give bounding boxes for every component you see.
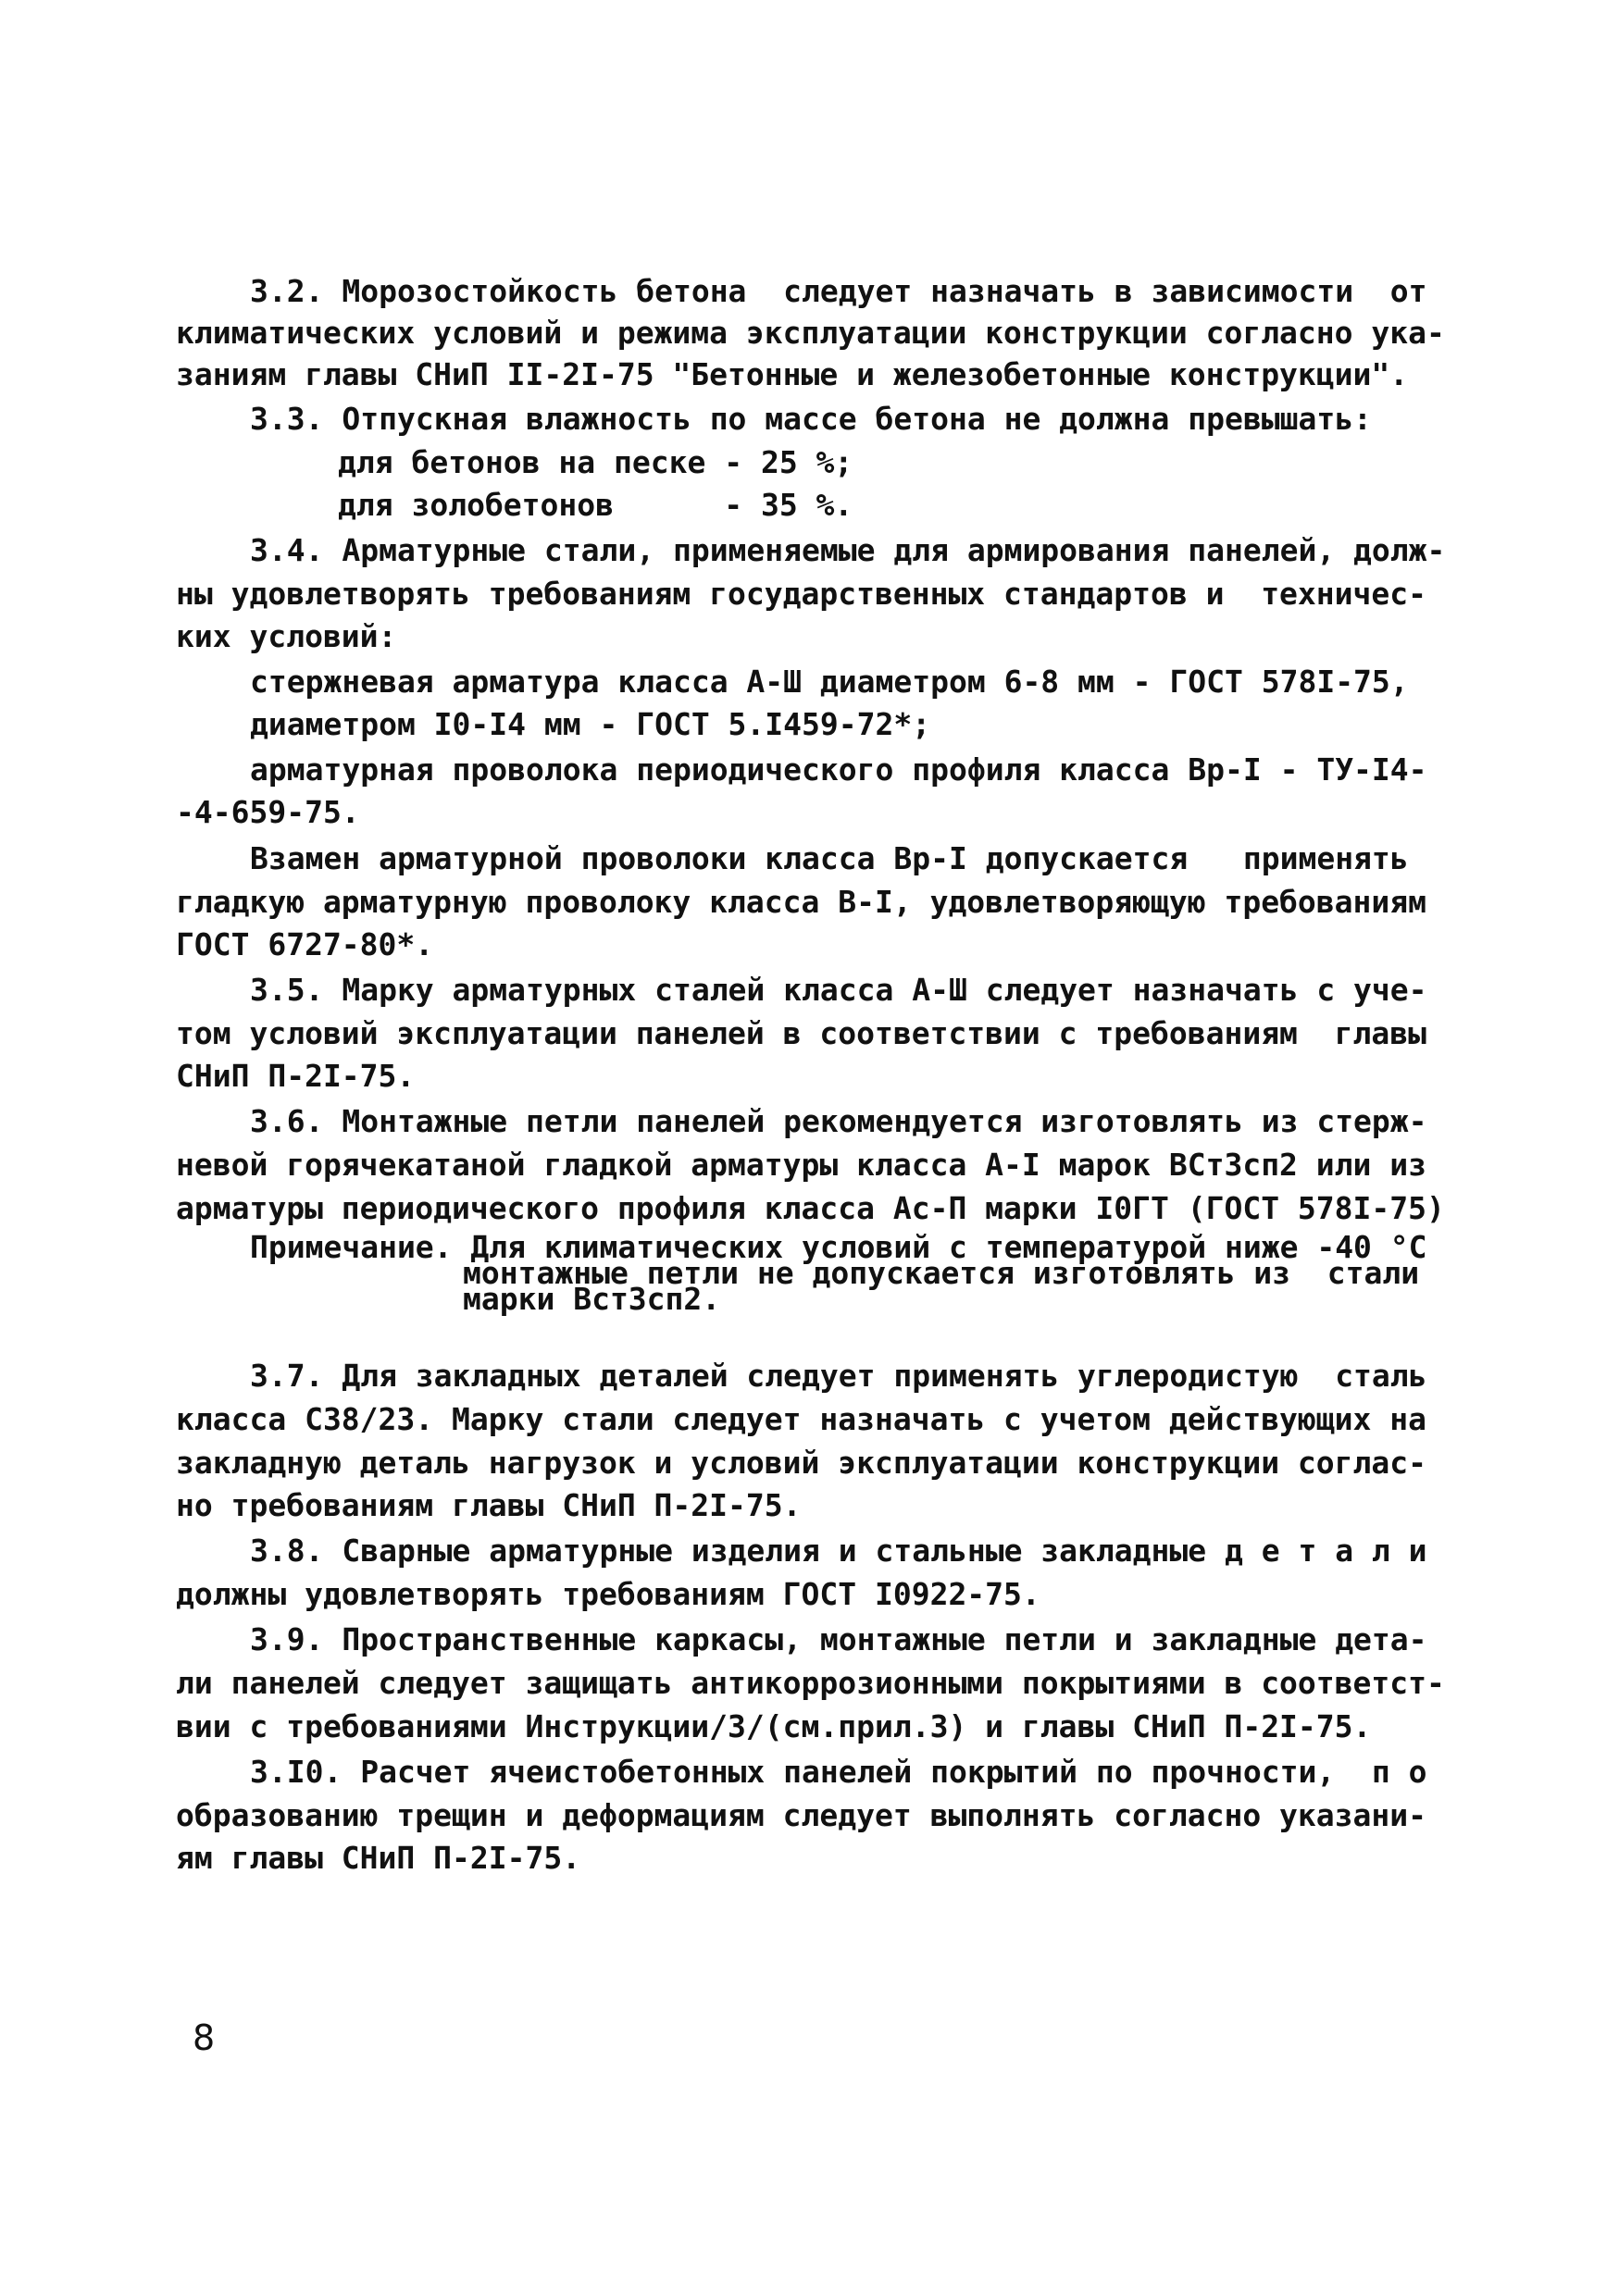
text-line: для бетонов на песке - 25 %; — [338, 444, 853, 480]
page-number: 8 — [193, 2017, 216, 2058]
text-line: 3.I0. Расчет ячеистобетонных панелей покрытий по прочности, п о — [250, 1754, 1427, 1790]
note-line: марки Вст3сп2. — [463, 1281, 721, 1317]
text-line: -4-659-75. — [176, 794, 360, 830]
text-line: арматурная проволока периодического профиля класса Вр-I - ТУ-I4- — [250, 751, 1427, 788]
note-line: монтажные петли не допускается изготовлять из стали — [463, 1255, 1420, 1291]
text-line: диаметром I0-I4 мм - ГОСТ 5.I459-72*; — [250, 706, 931, 742]
text-line: 3.2. Морозостойкость бетона следует назначать в зависимости от — [250, 273, 1427, 309]
note-line: Примечание. Для климатических условий с температурой ниже -40 °С — [250, 1229, 1427, 1265]
text-line: гладкую арматурную проволоку класса В-I, удовлетворяющую требованиям — [176, 884, 1427, 920]
text-line: 3.6. Монтажные петли панелей рекомендуется изготовлять из стерж- — [250, 1103, 1427, 1139]
text-line: вии с требованиями Инструкции/3/(см.прил.3) и главы СНиП П-2I-75. — [176, 1708, 1372, 1744]
text-line: 3.5. Марку арматурных сталей класса А-Ш следует назначать с уче- — [250, 972, 1427, 1008]
text-line: Взамен арматурной проволоки класса Вр-I допускается применять — [250, 840, 1409, 876]
text-line: ны удовлетворять требованиям государственных стандартов и техничес- — [176, 576, 1427, 612]
text-line: 3.3. Отпускная влажность по массе бетона не должна превышать: — [250, 401, 1372, 437]
text-line: климатических условий и режима эксплуатации конструкции согласно ука- — [176, 315, 1445, 351]
text-line: стержневая арматура класса А-Ш диаметром 6-8 мм - ГОСТ 578I-75, — [250, 664, 1409, 700]
text-line: закладную деталь нагрузок и условий эксплуатации конструкции соглас- — [176, 1445, 1427, 1481]
text-line: невой горячекатаной гладкой арматуры класса А-I марок ВСт3сп2 или из — [176, 1147, 1427, 1183]
text-line: но требованиям главы СНиП П-2I-75. — [176, 1487, 802, 1523]
text-line: том условий эксплуатации панелей в соответствии с требованиям главы — [176, 1015, 1427, 1051]
text-line: 3.8. Сварные арматурные изделия и стальные закладные д е т а л и — [250, 1533, 1427, 1569]
text-line: для золобетонов - 35 %. — [338, 487, 853, 523]
text-line: арматуры периодического профиля класса Ас-П марки I0ГТ (ГОСТ 578I-75) — [176, 1190, 1445, 1226]
text-line: ям главы СНиП П-2I-75. — [176, 1840, 581, 1876]
text-line: заниям главы СНиП II-2I-75 "Бетонные и железобетонные конструкции". — [176, 356, 1409, 392]
text-line: должны удовлетворять требованиям ГОСТ I0922-75. — [176, 1576, 1040, 1612]
text-line: образованию трещин и деформациям следует выполнять согласно указани- — [176, 1797, 1427, 1833]
text-line: ГОСТ 6727-80*. — [176, 926, 434, 962]
text-line: 3.7. Для закладных деталей следует применять углеродистую сталь — [250, 1358, 1427, 1394]
text-line: СНиП П-2I-75. — [176, 1058, 416, 1094]
text-line: 3.4. Арматурные стали, применяемые для армирования панелей, долж- — [250, 532, 1446, 568]
text-line: ли панелей следует защищать антикоррозионными покрытиями в соответст- — [176, 1665, 1445, 1701]
text-line: 3.9. Пространственные каркасы, монтажные петли и закладные дета- — [250, 1621, 1427, 1657]
text-line: ких условий: — [176, 618, 397, 654]
text-line: класса С38/23. Марку стали следует назначать с учетом действующих на — [176, 1401, 1427, 1437]
